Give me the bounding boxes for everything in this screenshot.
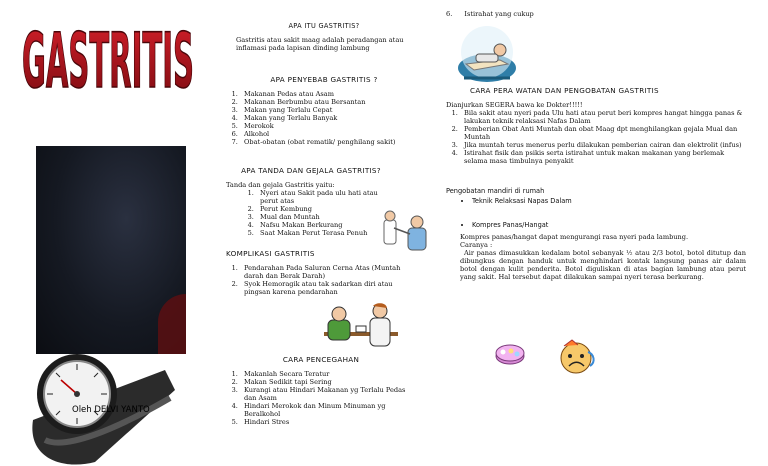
list-item: 1. Bila sakit atau nyeri pada Ulu hati atau perut beri kompres hangat hingga panas & lakukan teknik relaksasi Nafas Dalam [460, 109, 746, 125]
section-pencegahan [226, 356, 416, 426]
list-item: 2. Syok Hemoragik atau tak sadarkan diri atau pingsan karena pendarahan [240, 280, 416, 296]
section-komplikasi [226, 250, 416, 296]
list-item: 1. Makanlah Secara Teratur [240, 370, 416, 378]
apa-itu-text: Gastritis atau sakit maag adalah peradangan atau inflamasi pada lapisan dinding lambung [236, 36, 404, 52]
pencegahan-list [226, 370, 416, 426]
list-item: 3. Kurangi atau Hindari Makanan yg Terlalu Pedas dan Asam [240, 386, 416, 402]
list-item: 2. Pemberian Obat Anti Muntah dan obat Maag dpt menghilangkan gejala Mual dan Muntah [460, 125, 746, 141]
section-pencegahan-cont [446, 10, 646, 18]
title-text: GASTRITIS [21, 16, 195, 106]
relaxing-person-clipart [456, 24, 518, 86]
perawatan-intro: Dianjurkan SEGERA bawa ke Dokter!!!!! [446, 101, 583, 109]
list-item: • Kompres Panas/Hangat [472, 221, 746, 229]
mandiri-list [446, 197, 746, 229]
list-item: 4. Istirahat fisik dan psikis serta istirahat untuk makan makanan yang berlemak selama masa timbulnya penyakit [460, 149, 746, 165]
komplikasi-heading: KOMPLIKASI GASTRITIS [226, 249, 315, 258]
photo-accent [158, 294, 186, 354]
list-item: 5. Saat Makan Perut Terasa Penuh [256, 229, 396, 237]
list-item: 7. Obat-obatan (obat rematik/ penghilang sakit) [240, 138, 422, 146]
penyebab-list [226, 90, 422, 146]
penyebab-heading: APA PENYEBAB GASTRITIS ? [270, 75, 378, 84]
item-number: 6. [446, 10, 453, 18]
gastritis-title-art [18, 6, 198, 116]
mandiri-heading: Pengobatan mandiri di rumah [446, 187, 545, 195]
list-item: 5. Hindari Stres [240, 418, 416, 426]
list-item: 2. Makan Sedikit tapi Sering [240, 378, 416, 386]
section-apa-itu [226, 22, 422, 52]
list-item: 2. Makanan Berbumbu atau Bersantan [240, 98, 422, 106]
list-item: 3. Makan yang Terlalu Cepat [240, 106, 422, 114]
section-penyebab [226, 76, 422, 146]
section-mandiri [446, 187, 746, 229]
apa-itu-heading: APA ITU GASTRITIS? [288, 22, 360, 30]
pencegahan-heading: CARA PENCEGAHAN [282, 355, 360, 364]
list-item: 4. Hindari Merokok dan Minum Minuman yg Beralkohol [240, 402, 416, 418]
section-kompres [460, 233, 746, 281]
list-item: • Teknik Relaksasi Napas Dalam [472, 197, 746, 205]
list-item: 2. Perut Kembung [256, 205, 396, 213]
komplikasi-list [226, 264, 416, 296]
section-perawatan [446, 87, 746, 165]
list-item: 5. Merokok [240, 122, 422, 130]
perawatan-heading: CARA PERA WATAN DAN PENGOBATAN GASTRITIS [470, 86, 659, 95]
list-item: 6. Alkohol [240, 130, 422, 138]
list-item: 4. Nafsu Makan Berkurang [256, 221, 396, 229]
tanda-heading: APA TANDA DAN GEJALA GASTRITIS? [241, 166, 381, 175]
perawatan-list [446, 109, 746, 165]
list-item: 1. Nyeri atau Sakit pada ulu hati atau perut atas [256, 189, 396, 205]
section-tanda [226, 167, 396, 237]
kompres-text: Kompres panas/hangat dapat mengurangi rasa nyeri pada lambung. [460, 233, 689, 241]
gastritis-photo [36, 146, 186, 354]
list-item: 1. Pendarahan Pada Saluran Cerna Atas (Muntah darah dan Berak Darah) [240, 264, 416, 280]
list-item: 3. Mual dan Muntah [256, 213, 396, 221]
tanda-list [226, 189, 396, 237]
istirahat-item: Istirahat yang cukup [464, 10, 534, 18]
caranya-label: Caranya : [460, 241, 493, 249]
pills-clipart [492, 340, 528, 368]
list-item: 3. Jika muntah terus menerus perlu dilakukan pemberian cairan dan elektrolit (infus) [460, 141, 746, 149]
author-credit: Oleh DELVI YANTO [72, 405, 150, 415]
sick-face-clipart [554, 336, 598, 376]
doctor-consultation-clipart [320, 302, 402, 352]
tanda-intro: Tanda dan gejala Gastritis yaitu: [226, 181, 335, 189]
caranya-text: Air panas dimasukkan kedalam botol sebanyak ½ atau 2/3 botol, botol ditutup dan dibungkus dengan handuk untuk menghindari kontak langsung panas air dalam botol dengan kulit penderita. Botol diguliskan di atas bagian lambung atau perut yang sakit. Hal tersebut dapat dilakukan sampai nyeri terasa berkurang. [460, 249, 746, 281]
list-item: 1. Makanan Pedas atau Asam [240, 90, 422, 98]
list-item: 4. Makan yang Terlalu Banyak [240, 114, 422, 122]
